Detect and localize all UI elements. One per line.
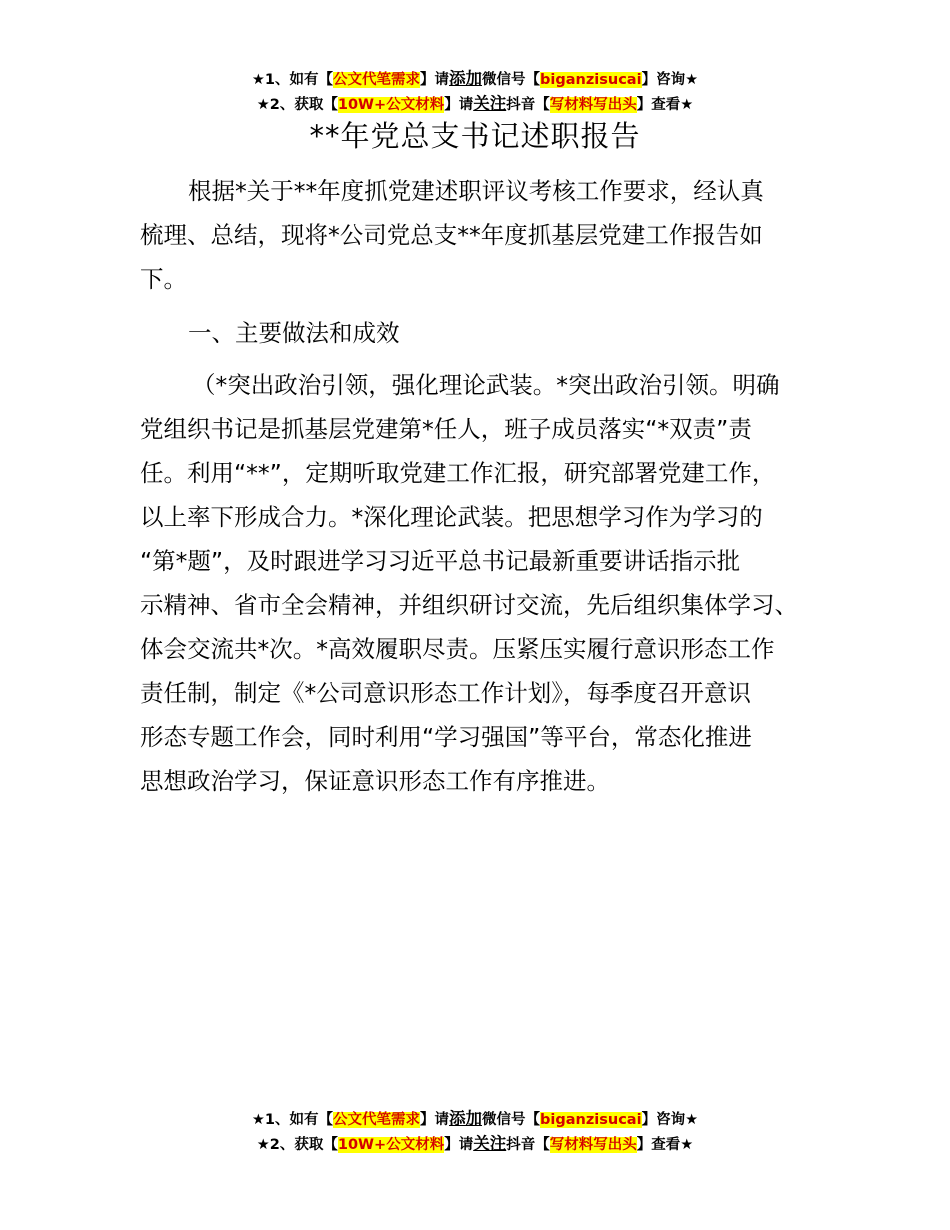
paragraph-line: 体会交流共*次。*高效履职尽责。压紧压实履行意识形态工作	[140, 635, 775, 663]
document-title: **年党总支书记述职报告	[309, 119, 641, 153]
promo-line-1	[0, 1107, 950, 1132]
section-heading-text: 一、主要做法和成效	[188, 319, 400, 347]
paragraph-line: 思想政治学习，保证意识形态工作有序推进。	[140, 767, 610, 795]
promo-text: 】请	[444, 1137, 474, 1153]
promo-highlight: 10W+公文材料	[337, 1137, 445, 1153]
promo-text: 】请	[420, 1112, 450, 1128]
promo-highlight: 公文代笔需求	[333, 72, 421, 88]
paragraph-line: 示精神、省市全会精神，并组织研讨交流，先后组织集体学习、	[140, 591, 798, 619]
paragraph-line: 梳理、总结，现将*公司党总支**年度抓基层党建工作报告如	[140, 221, 763, 249]
promo-text: 】咨询★	[641, 1112, 699, 1128]
paragraph-line: 形态专题工作会，同时利用“学习强国”等平台，常态化推进	[140, 723, 752, 751]
promo-underlined: 添加	[449, 1109, 483, 1128]
promo-underlined: 关注	[473, 1134, 507, 1153]
paragraph-line: 根据*关于**年度抓党建述职评议考核工作要求，经认真	[188, 177, 764, 205]
paragraph-line: “第*题”，及时跟进学习习近平总书记最新重要讲话指示批	[140, 547, 741, 575]
promo-highlight: biganzisucai	[540, 72, 642, 88]
promo-highlight: 写材料写出头	[549, 97, 637, 113]
section-heading	[140, 311, 828, 355]
promo-text: 】查看★	[636, 1137, 694, 1153]
promo-line-1	[0, 67, 950, 92]
paragraph-line: 任。利用“**”，定期听取党建工作汇报，研究部署党建工作，	[140, 459, 776, 487]
promo-text: 】查看★	[636, 97, 694, 113]
promo-text: 微信号【	[482, 1112, 541, 1128]
paragraph-line: 以上率下形成合力。*深化理论武装。把思想学习作为学习的	[140, 503, 763, 531]
intro-paragraph	[140, 169, 828, 301]
promo-text: 微信号【	[482, 72, 541, 88]
promo-highlight: biganzisucai	[540, 1112, 642, 1128]
promo-text: 抖音【	[506, 97, 550, 113]
promo-text: ★1、如有【	[251, 72, 334, 88]
paragraph-line: 下。	[140, 265, 187, 293]
promo-text: 】请	[444, 97, 474, 113]
promo-banner-bottom	[0, 1107, 950, 1157]
promo-text: ★1、如有【	[251, 1112, 334, 1128]
promo-underlined: 关注	[473, 94, 507, 113]
paragraph-line: （*突出政治引领，强化理论武装。*突出政治引领。明确	[192, 371, 780, 399]
promo-text: ★2、获取【	[256, 1137, 338, 1153]
promo-text: 抖音【	[506, 1137, 550, 1153]
promo-text: 】咨询★	[641, 72, 699, 88]
paragraph-line: 责任制，制定《*公司意识形态工作计划》，每季度召开意识	[140, 679, 751, 707]
promo-text: ★2、获取【	[256, 97, 338, 113]
body-paragraph	[140, 363, 828, 803]
promo-line-2	[0, 92, 950, 117]
promo-text: 】请	[420, 72, 450, 88]
promo-highlight: 10W+公文材料	[337, 97, 445, 113]
promo-highlight: 公文代笔需求	[333, 1112, 421, 1128]
promo-underlined: 添加	[449, 69, 483, 88]
paragraph-line: 党组织书记是抓基层党建第*任人，班子成员落实“*双责”责	[140, 415, 752, 443]
promo-highlight: 写材料写出头	[549, 1137, 637, 1153]
promo-line-2	[0, 1132, 950, 1157]
promo-banner-top	[0, 67, 950, 117]
